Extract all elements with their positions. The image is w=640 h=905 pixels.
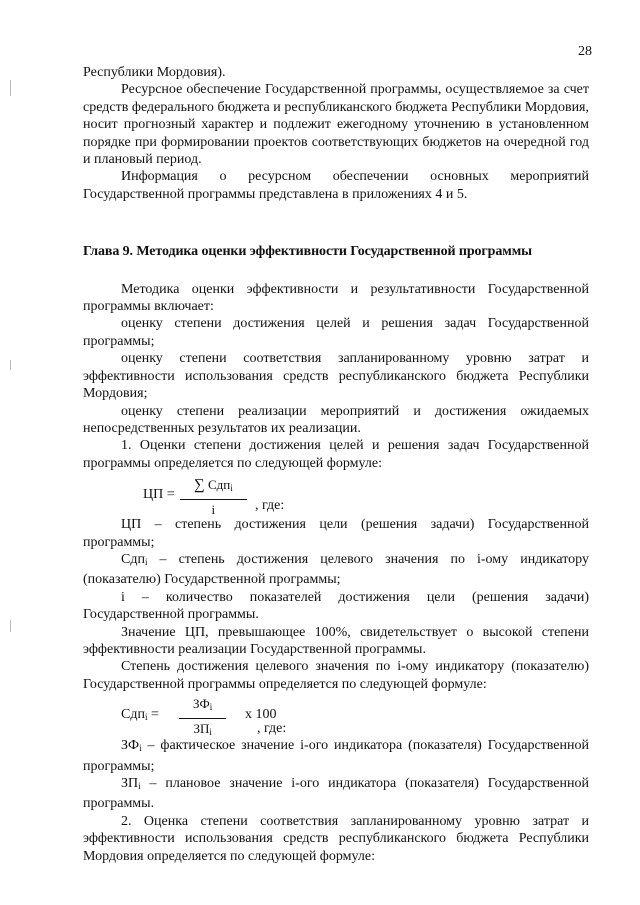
paragraph-degree: Степень достижения целевого значения по i-ому индикатору (показателю) Государственной программы определяется по следующей формуле: bbox=[83, 659, 589, 692]
formula-cp-denominator: i bbox=[211, 501, 216, 517]
paragraph-resource-support: Ресурсное обеспечение Государственной программы, осуществляемое за счет средств федерального бюджета и республиканского бюджета Республики Мордовия, носит прогнозный характер и подлежит ежегодному уточнению в установленном порядке при формировании проектов соответствующих бюджетов на очередной год и плановый период. bbox=[83, 82, 589, 168]
definition-i: i – количество показателей достижения цели (решения задачи) Государственной программы. bbox=[83, 589, 589, 623]
formula-sdp bbox=[83, 693, 589, 737]
formula-sdp-fraction bbox=[179, 695, 226, 741]
list-item-goals: оценку степени достижения целей и решения задач Государственной программы; bbox=[83, 316, 589, 349]
formula-cp bbox=[83, 472, 589, 516]
page-number: 28 bbox=[578, 44, 592, 59]
section-2-text: 2. Оценка степени соответствия запланированному уровню затрат и эффективности использования средств республиканского бюджета Республики Мордовия определяется по следующей формуле: bbox=[83, 813, 589, 864]
definition-sdp: Сдп$_i$ – степень достижения целевого значения по i-ому индикатору (показателю) Государственной программы; bbox=[83, 551, 589, 588]
formula-cp-lhs: ЦП = bbox=[143, 487, 175, 503]
list-item-costs: оценку степени соответствия запланированному уровню затрат и эффективности использования средств республиканского бюджета Республики Мордовия; bbox=[83, 351, 589, 402]
formula-sdp-lhs: Сдп$_i$ = bbox=[121, 707, 159, 723]
formula-sdp-suffix: , где: bbox=[257, 721, 287, 737]
formula-cp-numerator: ∑ Сдп$_i$ bbox=[180, 476, 247, 499]
formula-sdp-numerator: $ЗФ_i$ bbox=[179, 695, 226, 718]
scan-edge-mark bbox=[10, 620, 11, 632]
formula-cp-fraction bbox=[180, 476, 247, 518]
paragraph-resource-info: Информация о ресурсном обеспечении основных мероприятий Государственной программы представлена в приложениях 4 и 5. bbox=[83, 169, 589, 202]
sum-symbol: ∑ bbox=[194, 477, 205, 494]
formula-cp-suffix: , где: bbox=[255, 498, 285, 514]
scan-edge-mark bbox=[10, 80, 11, 96]
scan-edge-mark bbox=[10, 360, 11, 370]
definition-zp: $ЗП_i$ – плановое значение i-ого индикатора (показателя) Государственной программы. bbox=[83, 776, 589, 812]
paragraph-cp-value: Значение ЦП, превышающее 100%, свидетельствует о высокой степени эффективности реализации Государственной программы. bbox=[83, 624, 589, 657]
definition-zf: $ЗФ_i$ – фактическое значение i-ого индикатора (показателя) Государственной программы; bbox=[83, 738, 589, 774]
chapter-heading: Глава 9. Методика оценки эффективности Государственной программы bbox=[83, 244, 532, 260]
paragraph-continuation: Республики Мордовия). bbox=[83, 65, 226, 80]
section-1-text: 1. Оценки степени достижения целей и решения задач Государственной программы определяется по следующей формуле: bbox=[83, 438, 589, 471]
definition-cp: ЦП – степень достижения цели (решения задачи) Государственной программы; bbox=[83, 517, 589, 550]
page-body bbox=[83, 64, 589, 865]
formula-sdp-denominator: $ЗП_i$ bbox=[193, 720, 212, 737]
formula-sdp-multiplier: x 100 bbox=[245, 707, 277, 723]
paragraph-method-intro: Методика оценки эффективности и результативности Государственной программы включает: bbox=[83, 281, 589, 315]
list-item-activities: оценку степени реализации мероприятий и достижения ожидаемых непосредственных результатов их реализации. bbox=[83, 403, 589, 436]
